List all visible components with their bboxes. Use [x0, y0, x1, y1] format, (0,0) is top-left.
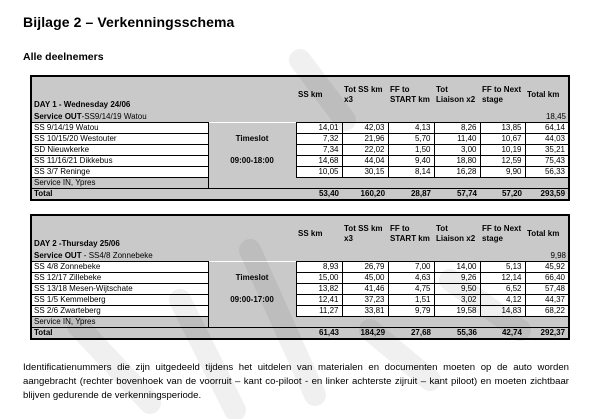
stage-value: 3,02 — [434, 295, 480, 306]
stage-value: 14,01 — [296, 123, 342, 134]
total-value: 293,59 — [525, 189, 569, 201]
col-ss-km: SS km — [296, 76, 342, 112]
col-tot-ss: Tot SS km x3 — [342, 215, 388, 251]
stage-value: 9,79 — [388, 306, 434, 317]
service-out-total: 9,98 — [525, 251, 569, 262]
service-in-row — [31, 178, 569, 189]
stage-value: 13,82 — [296, 284, 342, 295]
stage-value: 37,23 — [342, 295, 388, 306]
stage-value: 12,59 — [480, 156, 525, 167]
total-value: 57,20 — [480, 189, 525, 201]
table-row — [31, 262, 569, 273]
total-value: 27,68 — [388, 328, 434, 340]
col-total-km: Total km — [525, 76, 569, 112]
timeslot-value: 09:00-18:00 — [208, 156, 296, 167]
timeslot-cell — [208, 284, 296, 295]
stage-name: SS 1/5 Kemmelberg — [31, 295, 208, 306]
stage-value: 11,40 — [434, 134, 480, 145]
stage-value: 8,93 — [296, 262, 342, 273]
table-row — [31, 134, 569, 145]
stage-value: 11,27 — [296, 306, 342, 317]
total-value: 61,43 — [296, 328, 342, 340]
stage-value: 6,52 — [480, 284, 525, 295]
stage-value: 45,00 — [342, 273, 388, 284]
stage-name: SD Nieuwkerke — [31, 145, 208, 156]
stage-value: 9,40 — [388, 156, 434, 167]
stage-value: 5,70 — [388, 134, 434, 145]
stage-name: SS 3/7 Reninge — [31, 167, 208, 178]
col-tot-ss: Tot SS km x3 — [342, 76, 388, 112]
total-row — [31, 189, 569, 201]
page-title: Bijlage 2 – Verkenningsschema — [23, 14, 235, 30]
col-ff-next: FF to Next stage — [480, 215, 525, 251]
stage-value: 4,63 — [388, 273, 434, 284]
col-tot-liaison: Tot Liaison x2 — [434, 215, 480, 251]
stage-value: 44,37 — [525, 295, 569, 306]
stage-value: 14,68 — [296, 156, 342, 167]
stage-name: SS 12/17 Zillebeke — [31, 273, 208, 284]
stage-value: 18,80 — [434, 156, 480, 167]
stage-value: 12,41 — [296, 295, 342, 306]
table-header-row — [31, 76, 569, 112]
col-ss-km: SS km — [296, 215, 342, 251]
total-value: 28,87 — [388, 189, 434, 201]
day2-schedule-table — [30, 214, 570, 340]
service-out-label: Service OUT-SS9/14/19 Watou — [31, 112, 525, 123]
col-ff-start: FF to START km — [388, 215, 434, 251]
table-header-row — [31, 215, 569, 251]
stage-value: 44,04 — [342, 156, 388, 167]
day-label: DAY 1 - Wednesday 24/06 — [31, 76, 296, 112]
col-total-km: Total km — [525, 215, 569, 251]
stage-name: SS 11/16/21 Dikkebus — [31, 156, 208, 167]
stage-value: 4,12 — [480, 295, 525, 306]
stage-value: 4,13 — [388, 123, 434, 134]
stage-value: 42,03 — [342, 123, 388, 134]
stage-value: 57,48 — [525, 284, 569, 295]
stage-value: 10,05 — [296, 167, 342, 178]
table-row — [31, 156, 569, 167]
stage-value: 1,51 — [388, 295, 434, 306]
stage-value: 19,58 — [434, 306, 480, 317]
stage-value: 9,26 — [434, 273, 480, 284]
total-value: 53,40 — [296, 189, 342, 201]
stage-value: 4,75 — [388, 284, 434, 295]
stage-value: 56,33 — [525, 167, 569, 178]
stage-name: SS 10/15/20 Westouter — [31, 134, 208, 145]
stage-value: 13,85 — [480, 123, 525, 134]
day1-schedule-table — [30, 75, 570, 201]
total-label: Total — [31, 328, 296, 340]
footer-note: Identificatienummers die zijn uitgedeeld tijdens het uitdelen van materialen en documenten moeten op de auto worden aangebracht (rechter bovenhoek van de voorruit – kant co-piloot - en linker achterste zijruit – kant piloot) en moeten zichtbaar blijven gedurende de verkenningsperiode. — [23, 362, 569, 401]
stage-value: 22,02 — [342, 145, 388, 156]
stage-value: 7,32 — [296, 134, 342, 145]
service-in-label: Service IN, Ypres — [31, 178, 208, 189]
day-label: DAY 2 -Thursday 25/06 — [31, 215, 296, 251]
table-row — [31, 306, 569, 317]
table-row — [31, 145, 569, 156]
stage-value: 45,92 — [525, 262, 569, 273]
stage-name: SS 2/6 Zwarteberg — [31, 306, 208, 317]
stage-value: 26,79 — [342, 262, 388, 273]
timeslot-cell — [208, 167, 296, 178]
stage-value: 10,19 — [480, 145, 525, 156]
total-row — [31, 328, 569, 340]
stage-value: 75,43 — [525, 156, 569, 167]
stage-value: 7,00 — [388, 262, 434, 273]
stage-value: 5,13 — [480, 262, 525, 273]
stage-name: SS 4/8 Zonnebeke — [31, 262, 208, 273]
total-value: 184,29 — [342, 328, 388, 340]
stage-value: 16,28 — [434, 167, 480, 178]
timeslot-cell — [208, 123, 296, 134]
stage-value: 14,83 — [480, 306, 525, 317]
stage-value: 8,26 — [434, 123, 480, 134]
total-label: Total — [31, 189, 296, 201]
timeslot-label: Timeslot — [208, 273, 296, 284]
service-in-label: Service IN, Ypres — [31, 317, 208, 328]
stage-value: 9,50 — [434, 284, 480, 295]
total-value: 292,37 — [525, 328, 569, 340]
timeslot-cell — [208, 306, 296, 317]
stage-value: 15,00 — [296, 273, 342, 284]
stage-value: 7,34 — [296, 145, 342, 156]
total-value: 57,74 — [434, 189, 480, 201]
table-row — [31, 123, 569, 134]
stage-value: 14,00 — [434, 262, 480, 273]
stage-name: SS 13/18 Mesen-Wijtschate — [31, 284, 208, 295]
col-ff-next: FF to Next stage — [480, 76, 525, 112]
timeslot-cell — [208, 262, 296, 273]
stage-value: 66,40 — [525, 273, 569, 284]
service-out-label: Service OUT - SS4/8 Zonnebeke — [31, 251, 525, 262]
section-subtitle: Alle deelnemers — [23, 51, 104, 63]
service-out-row — [31, 112, 569, 123]
stage-value: 21,96 — [342, 134, 388, 145]
stage-value: 35,21 — [525, 145, 569, 156]
table-row — [31, 295, 569, 306]
stage-value: 12,14 — [480, 273, 525, 284]
table-row — [31, 284, 569, 295]
table-row — [31, 167, 569, 178]
stage-value: 8,14 — [388, 167, 434, 178]
stage-value: 30,15 — [342, 167, 388, 178]
timeslot-cell — [208, 145, 296, 156]
timeslot-label: Timeslot — [208, 134, 296, 145]
table-row — [31, 273, 569, 284]
stage-value: 64,14 — [525, 123, 569, 134]
service-in-row — [31, 317, 569, 328]
total-value: 42,74 — [480, 328, 525, 340]
stage-value: 3,00 — [434, 145, 480, 156]
service-out-row — [31, 251, 569, 262]
stage-value: 44,03 — [525, 134, 569, 145]
total-value: 160,20 — [342, 189, 388, 201]
stage-value: 1,50 — [388, 145, 434, 156]
stage-value: 33,81 — [342, 306, 388, 317]
stage-value: 9,90 — [480, 167, 525, 178]
stage-name: SS 9/14/19 Watou — [31, 123, 208, 134]
stage-value: 41,46 — [342, 284, 388, 295]
col-ff-start: FF to START km — [388, 76, 434, 112]
service-out-total: 18,45 — [525, 112, 569, 123]
stage-value: 10,67 — [480, 134, 525, 145]
stage-value: 68,22 — [525, 306, 569, 317]
total-value: 55,36 — [434, 328, 480, 340]
col-tot-liaison: Tot Liaison x2 — [434, 76, 480, 112]
timeslot-value: 09:00-17:00 — [208, 295, 296, 306]
